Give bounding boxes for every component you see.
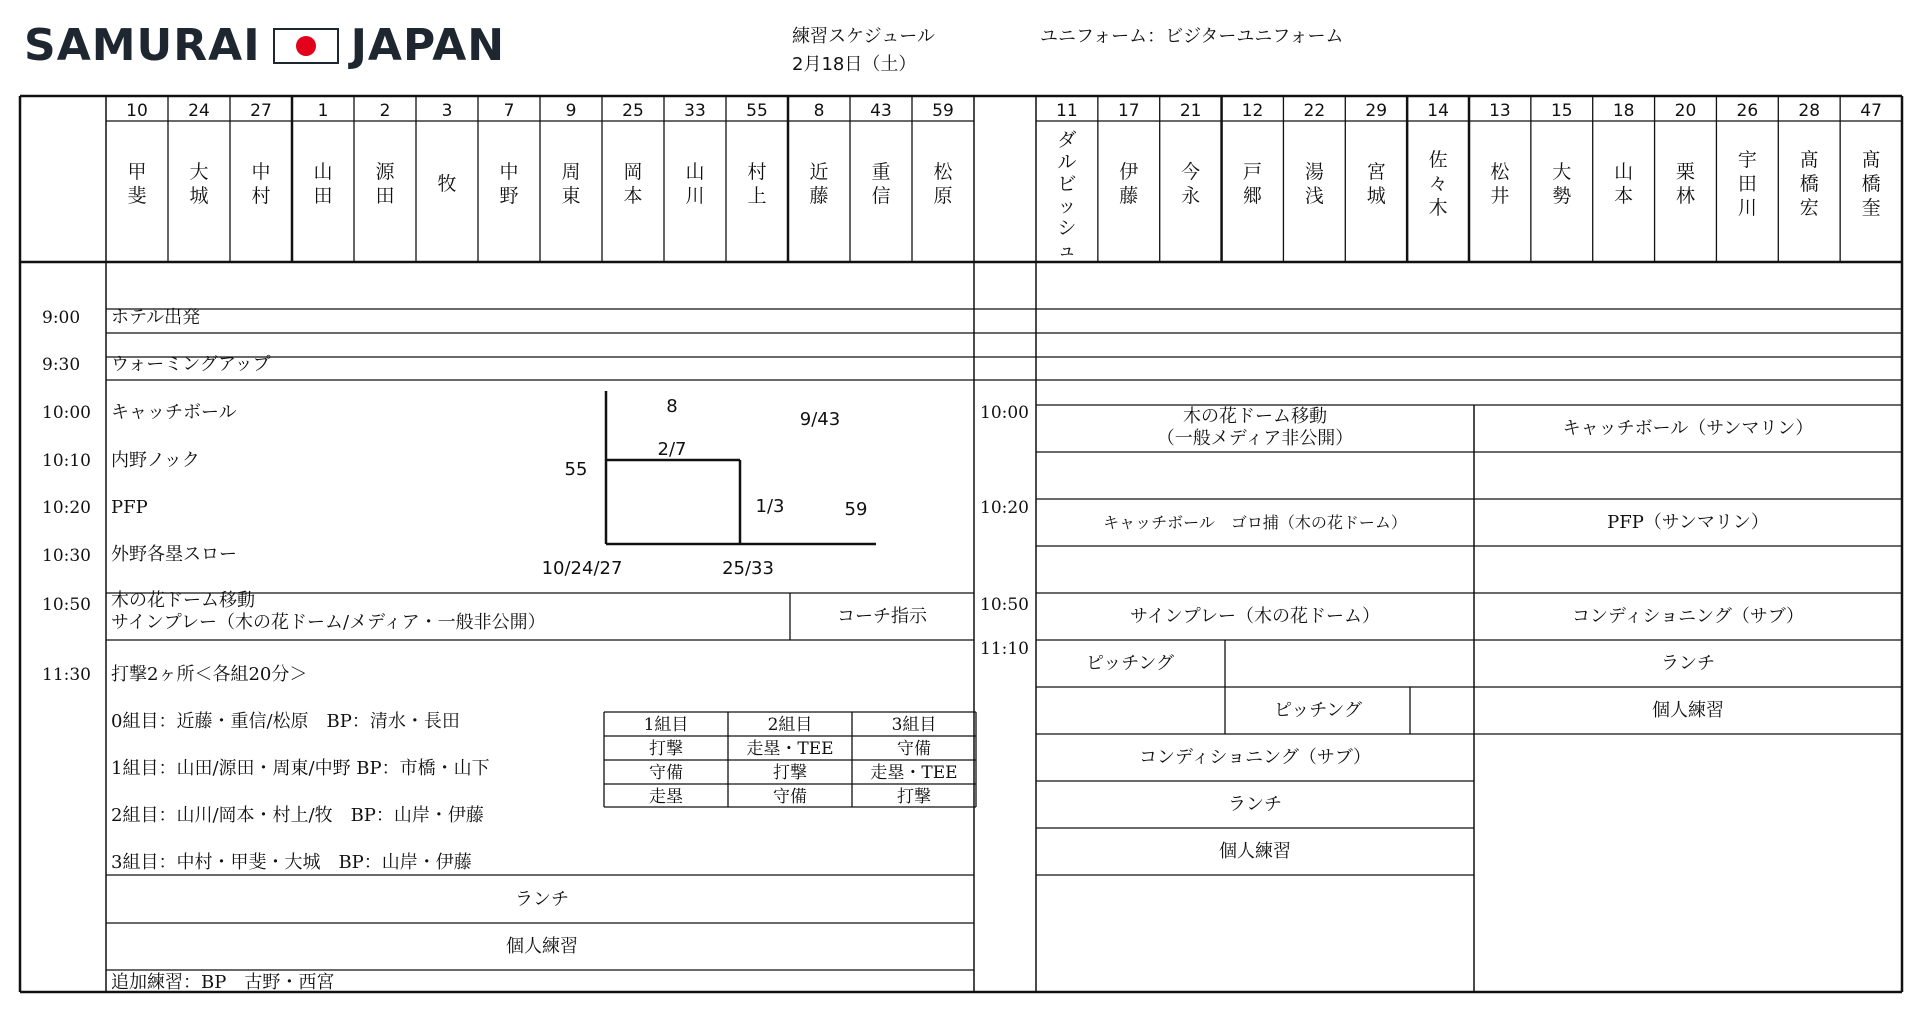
player-number-13: 13 (1489, 101, 1511, 121)
diagram-label-55: 55 (564, 459, 588, 480)
extra-practice: 追加練習：BP 古野・西宮 (111, 972, 335, 993)
player-name-9-char: 周 (561, 161, 581, 183)
batting-title: 打撃2ヶ所＜各組20分＞ (111, 664, 308, 685)
player-number-25: 25 (622, 101, 644, 121)
player-number-27: 27 (250, 101, 272, 121)
time-label-mid: 10:20 (980, 498, 1029, 518)
player-name-25-char: 本 (623, 185, 643, 207)
player-number-20: 20 (1674, 101, 1697, 121)
player-name-24-char: 大 (189, 161, 209, 183)
pitchers-a-pitching1: ピッチング (1085, 653, 1175, 674)
player-number-11: 11 (1056, 101, 1078, 121)
player-name-11-char: シ (1057, 217, 1077, 239)
group3: 3組目：中村・甲斐・大城 BP：山岸・伊藤 (111, 852, 472, 873)
player-number-7: 7 (503, 101, 515, 121)
player-name-47-char: 奎 (1861, 197, 1881, 219)
catch-ball: キャッチボール (111, 402, 237, 423)
pitchers-a-catch-goro: キャッチボール ゴロ捕（木の花ドーム） (1103, 513, 1407, 532)
time-label-left: 10:20 (42, 498, 91, 518)
player-name-28-char: 橋 (1799, 173, 1819, 195)
diagram-label-59: 59 (844, 499, 868, 520)
group0: 0組目：近藤・重信/松原 BP：清水・長田 (111, 711, 460, 732)
player-number-22: 22 (1303, 101, 1326, 121)
time-label-left: 9:30 (42, 355, 81, 375)
diagram-label-10-24-27: 10/24/27 (541, 558, 623, 579)
player-name-26-char: 田 (1737, 173, 1757, 195)
player-name-14-char: 木 (1428, 197, 1448, 219)
player-name-11-char: ビ (1057, 173, 1077, 195)
player-name-8-char: 近 (809, 161, 829, 183)
player-name-13-char: 井 (1490, 185, 1510, 207)
player-name-22-char: 浅 (1304, 185, 1324, 207)
outfield-throw: 外野各塁スロー (111, 544, 237, 565)
player-name-29-char: 宮 (1366, 161, 1386, 183)
player-name-1-char: 山 (313, 161, 333, 183)
player-number-17: 17 (1117, 101, 1140, 121)
pitchers-a-lunch: ランチ (1228, 794, 1282, 815)
time-label-left: 10:10 (42, 451, 91, 471)
player-name-21-char: 永 (1181, 185, 1201, 207)
schedule-date: 2月18日（土） (792, 54, 917, 75)
player-name-15-char: 大 (1552, 161, 1572, 183)
player-number-29: 29 (1365, 101, 1388, 121)
player-name-11-char: ダ (1057, 129, 1077, 151)
player-number-3: 3 (441, 101, 453, 121)
rotation-cell: 守備 (897, 739, 931, 759)
player-name-25-char: 岡 (623, 161, 643, 183)
player-name-9-char: 東 (561, 185, 581, 207)
pitchers-a-pitching2: ピッチング (1273, 700, 1363, 721)
sign-play: サインプレー（木の花ドーム/メディア・一般非公開） (111, 612, 546, 633)
player-name-11-char: ッ (1057, 195, 1077, 217)
logo-text-left: SAMURAI (24, 20, 261, 71)
pitchers-a-conditioning: コンディショニング（サブ） (1138, 747, 1372, 768)
player-number-14: 14 (1427, 101, 1449, 121)
time-label-mid: 10:50 (980, 595, 1029, 615)
player-name-2-char: 源 (375, 161, 395, 183)
player-name-11-char: ル (1057, 151, 1077, 173)
diagram-label-1-3: 1/3 (755, 496, 785, 517)
player-name-17-char: 伊 (1119, 161, 1139, 183)
rotation-header: 2組目 (767, 715, 813, 735)
player-number-12: 12 (1241, 101, 1264, 121)
player-name-14-char: 々 (1428, 173, 1448, 195)
pitchers-b-lunch: ランチ (1661, 653, 1715, 674)
pitchers-a-signplay: サインプレー（木の花ドーム） (1129, 606, 1381, 627)
rotation-cell: 走塁・TEE (746, 739, 834, 759)
player-name-2-char: 田 (375, 185, 395, 207)
player-name-55-char: 上 (747, 185, 767, 207)
player-name-10-char: 甲 (127, 161, 147, 183)
player-number-18: 18 (1612, 101, 1635, 121)
group1: 1組目：山田/源田・周東/中野 BP：市橋・山下 (111, 758, 490, 779)
rotation-cell: 打撃 (897, 787, 931, 807)
player-name-24-char: 城 (189, 185, 209, 207)
time-label-left: 11:30 (42, 665, 91, 685)
player-name-18-char: 本 (1614, 185, 1634, 207)
rotation-header: 3組目 (891, 715, 937, 735)
player-number-33: 33 (684, 101, 706, 121)
time-label-mid: 10:00 (980, 403, 1029, 423)
player-number-24: 24 (188, 101, 210, 121)
rotation-cell: 打撃 (773, 763, 807, 783)
time-label-left: 10:50 (42, 595, 91, 615)
infield-knock: 内野ノック (111, 450, 200, 471)
player-name-12-char: 郷 (1242, 185, 1263, 207)
player-name-7-char: 野 (499, 185, 519, 207)
player-number-28: 28 (1798, 101, 1821, 121)
rotation-cell: 打撃 (649, 739, 683, 759)
player-name-26-char: 川 (1737, 197, 1757, 219)
logo-text-right: JAPAN (350, 20, 506, 71)
player-name-47-char: 橋 (1861, 173, 1881, 195)
pitchers-b-conditioning: コンディショニング（サブ） (1571, 606, 1805, 627)
player-name-10-char: 斐 (127, 185, 147, 207)
left-individual: 個人練習 (506, 936, 578, 957)
player-number-9: 9 (565, 101, 577, 121)
rotation-cell: 守備 (773, 787, 807, 807)
hotel-departure: ホテル出発 (111, 307, 201, 328)
player-number-55: 55 (746, 101, 768, 121)
player-name-18-char: 山 (1614, 161, 1634, 183)
player-name-1-char: 田 (313, 185, 333, 207)
player-number-8: 8 (813, 101, 825, 121)
time-label-left: 10:30 (42, 546, 91, 566)
player-name-3-char: 牧 (437, 173, 457, 195)
player-name-26-char: 宇 (1737, 149, 1757, 171)
rotation-header: 1組目 (643, 715, 689, 735)
uniform-info: ユニフォーム：ビジターユニフォーム (1040, 26, 1344, 47)
time-label-left: 10:00 (42, 403, 91, 423)
player-name-22-char: 湯 (1304, 161, 1324, 183)
pitchers-b-individual: 個人練習 (1652, 700, 1724, 721)
player-name-20-char: 栗 (1675, 161, 1696, 183)
player-number-15: 15 (1550, 101, 1573, 121)
player-name-29-char: 城 (1366, 185, 1386, 207)
player-name-59-char: 原 (933, 185, 953, 207)
player-name-27-char: 村 (251, 185, 271, 207)
schedule-title: 練習スケジュール (792, 26, 935, 47)
pitchers-a-move: 木の花ドーム移動 (1183, 406, 1327, 427)
player-number-21: 21 (1179, 101, 1202, 121)
pitchers-a-individual: 個人練習 (1219, 841, 1291, 862)
player-name-33-char: 山 (685, 161, 705, 183)
rotation-cell: 走塁 (649, 787, 683, 807)
rotation-cell: 守備 (649, 763, 683, 783)
player-name-27-char: 中 (251, 161, 271, 183)
coach-instruction: コーチ指示 (837, 606, 927, 627)
player-number-1: 1 (317, 101, 329, 121)
player-number-43: 43 (870, 101, 892, 121)
player-name-28-char: 髙 (1799, 149, 1819, 171)
player-number-2: 2 (379, 101, 391, 121)
pfp: PFP (111, 497, 148, 518)
group2: 2組目：山川/岡本・村上/牧 BP：山岸・伊藤 (111, 805, 484, 826)
rotation-cell: 走塁・TEE (870, 763, 958, 783)
pitchers-b-pfp: PFP（サンマリン） (1607, 512, 1769, 533)
player-name-20-char: 林 (1675, 185, 1696, 207)
player-name-43-char: 信 (871, 185, 891, 207)
player-name-59-char: 松 (933, 161, 953, 183)
player-name-14-char: 佐 (1428, 149, 1448, 171)
dome-move: 木の花ドーム移動 (111, 590, 255, 611)
player-name-17-char: 藤 (1119, 185, 1139, 207)
diagram-label-9-43: 9/43 (799, 409, 841, 430)
player-number-47: 47 (1860, 101, 1882, 121)
player-number-26: 26 (1736, 101, 1759, 121)
diagram-label-2-7: 2/7 (657, 439, 687, 460)
player-name-11-char: ュ (1057, 239, 1077, 261)
warmup: ウォーミングアップ (111, 354, 271, 375)
pitchers-b-catch: キャッチボール（サンマリン） (1562, 418, 1814, 439)
player-name-43-char: 重 (871, 161, 891, 183)
time-label-mid: 11:10 (980, 639, 1029, 659)
player-number-59: 59 (932, 101, 954, 121)
time-label-left: 9:00 (42, 308, 81, 328)
player-number-10: 10 (126, 101, 148, 121)
player-name-8-char: 藤 (809, 185, 829, 207)
player-name-21-char: 今 (1181, 161, 1201, 183)
player-name-7-char: 中 (499, 161, 519, 183)
player-name-47-char: 髙 (1861, 149, 1881, 171)
player-name-55-char: 村 (747, 161, 767, 183)
player-name-12-char: 戸 (1242, 161, 1263, 183)
player-name-15-char: 勢 (1552, 185, 1572, 207)
player-name-33-char: 川 (685, 185, 705, 207)
player-name-13-char: 松 (1490, 161, 1510, 183)
diagram-label-25-33: 25/33 (722, 558, 774, 579)
player-name-28-char: 宏 (1799, 197, 1819, 219)
left-lunch: ランチ (515, 889, 569, 910)
diagram-label-8: 8 (666, 396, 678, 417)
pitchers-a-media: （一般メディア非公開） (1156, 428, 1354, 449)
